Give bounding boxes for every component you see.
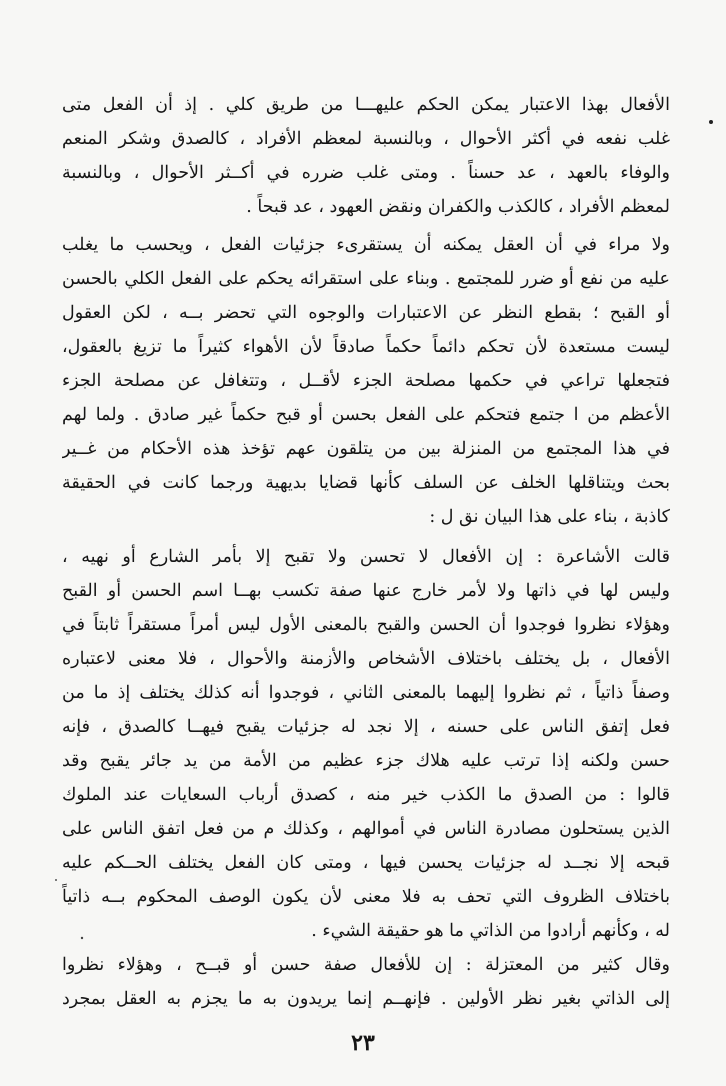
text-line: قالوا : من الصدق ما الكذب خير منه ، كصدق أرباب السعايات عند الملوك <box>62 785 670 805</box>
paragraph-4 <box>62 948 670 1016</box>
text-line: قالت الأشاعرة : إن الأفعال لا تحسن ولا تقبح إلا بأمر الشارع أو نهيه ، <box>62 547 670 567</box>
text-line: أو القبح ؛ بقطع النظر عن الاعتبارات والوجوه التي تحضر بــه ، لكن العقول <box>62 303 670 323</box>
text-line: وقال كثير من المعتزلة : إن للأفعال صفة حسن أو قبــح ، وهؤلاء نظروا <box>62 955 670 975</box>
text-line: له ، وكأنهم أرادوا من الذاتي ما هو حقيقة الشيء . <box>311 921 670 941</box>
text-line: لمعظم الأفراد ، كالكذب والكفران ونقض العهود ، عد قبحاً . <box>246 197 670 217</box>
text-line: ليست مستعدة لأن تحكم دائماً حكماً صادقاً لأن الأهواء كثيراً ما تزيغ بالعقول، <box>62 337 670 357</box>
paragraph-2 <box>62 228 670 534</box>
text-line: إلى الذاتي بغير نظر الأولين . فإنهــم إنما يريدون به ما يجزم به العقل بمجرد <box>62 989 670 1009</box>
text-line: بحث ويتناقلها الخلف عن السلف كأنها قضايا بديهية ورجما كانت في الحقيقة <box>62 473 670 493</box>
text-line: كاذبة ، بناء على هذا البيان نق ل : <box>429 507 670 527</box>
paragraph-3 <box>62 540 670 948</box>
text-line: فتجعلها تراعي في حكمها مصلحة الجزء لأقــل ، وتتغافل عن مصلحة الجزء <box>62 371 670 391</box>
text-line: باختلاف الظروف التي تحف به فلا معنى لأن يكون الوصف المحكوم بــه ذاتياً <box>62 887 670 907</box>
text-line: الأعظم من ا جتمع فتحكم على الفعل بحسن أو قبح حكماً غير صادق . ولما لهم <box>62 405 670 425</box>
text-line: حسن ولكنه إذا ترتب عليه هلاك جزء عظيم من الأمة من يد جائر يقبح وقد <box>62 751 670 771</box>
text-line: ولا مراء في أن العقل يمكنه أن يستقرىء جزئيات الفعل ، ويحسب ما يغلب <box>62 235 670 255</box>
page-number: ٢٣ <box>351 1030 375 1056</box>
text-line: فعل إتفق الناس على حسنه ، إلا نجد له جزئيات يقبح فيهــا كالصدق ، فإنه <box>62 717 670 737</box>
text-line: في هذا المجتمع من المنزلة بين من يتلقون عهم تؤخذ هذه الأحكام من غــير <box>62 439 670 459</box>
text-line: وهؤلاء نظروا فوجدوا أن الحسن والقبح بالمعنى الأول ليس أمراً مستقراً ثابتاً في <box>62 615 670 635</box>
text-line: الأفعال ، بل يختلف باختلاف الأشخاص والأزمنة والأحوال ، فلا معنى لاعتباره <box>62 649 670 669</box>
text-line: الذين يستحلون مصادرة الناس في أموالهم ، وكذلك م من فعل اتفق الناس على <box>62 819 670 839</box>
text-line: وليس لها في ذاتها ولا لأمر خارج عنها صفة تكسب بهــا اسم الحسن أو القبح <box>62 581 670 601</box>
text-line: عليه من نفع أو ضرر للمجتمع . وبناء على استقرائه يحكم على الفعل الكلي بالحسن <box>62 269 670 289</box>
text-line: والوفاء بالعهد ، عد حسناً . ومتى غلب ضرره في أكــثر الأحوال ، وبالنسبة <box>62 163 670 183</box>
text-line: قبحه إلا نجــد له جزئيات يحسن فيها ، ومتى كان الفعل يختلف الحــكم عليه <box>62 853 670 873</box>
paragraph-1 <box>62 88 670 224</box>
text-line: الأفعال بهذا الاعتبار يمكن الحكم عليهـــا من طريق كلي . إذ أن الفعل متى <box>62 95 670 115</box>
text-line: وصفاً ذاتياً ، ثم نظروا إليهما بالمعنى الثاني ، فوجدوا أنه كذلك يختلف إذ ما من <box>62 683 670 703</box>
text-line: غلب نفعه في أكثر الأحوال ، وبالنسبة لمعظم الأفراد ، كالصدق وشكر المنعم <box>62 129 670 149</box>
